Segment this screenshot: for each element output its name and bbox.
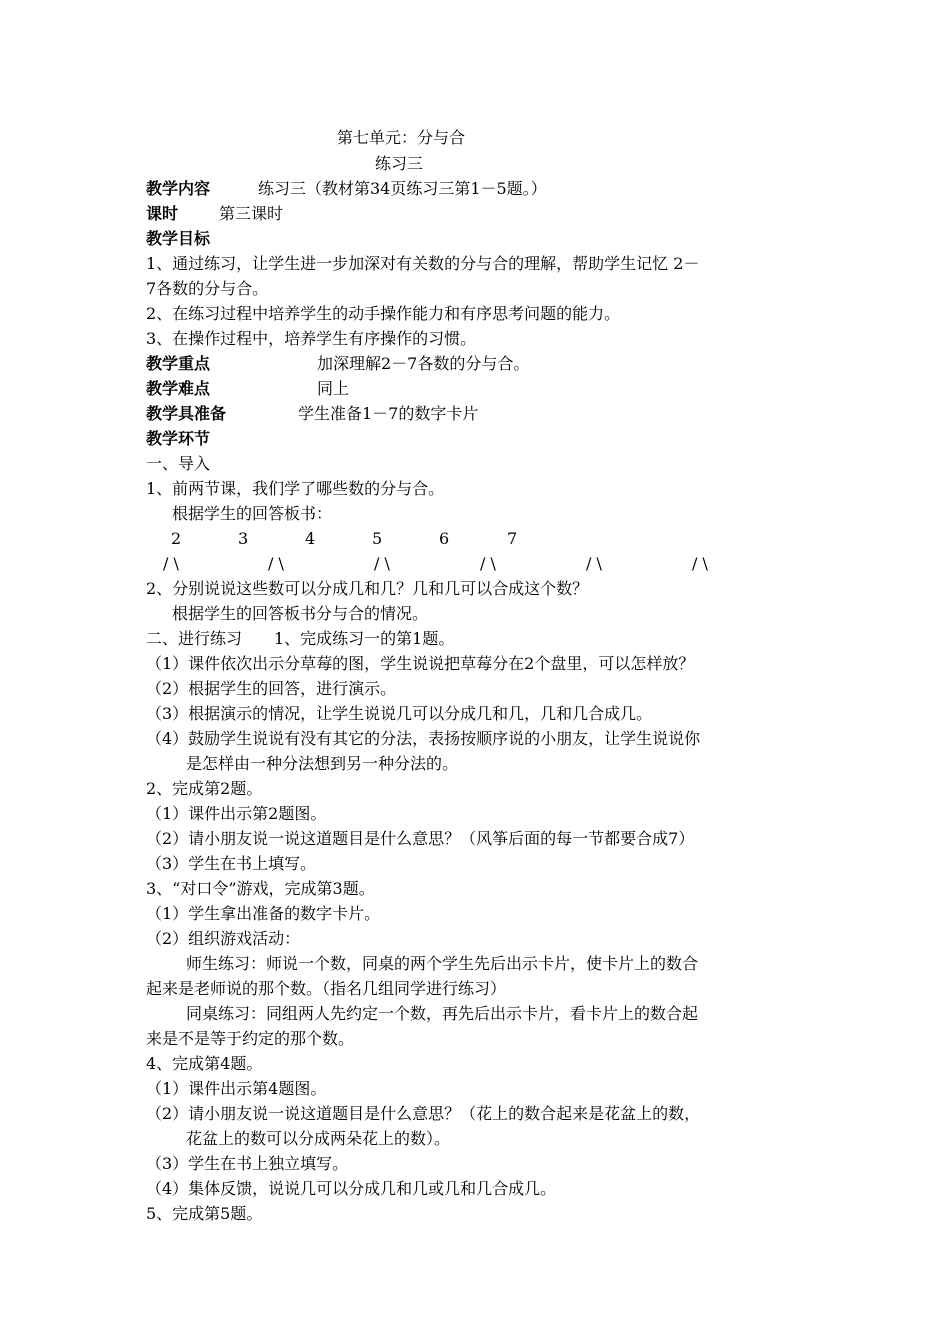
goal-3: 3、在操作过程中，培养学生有序操作的习惯。 xyxy=(146,329,477,348)
tools-value: 学生准备1－7的数字卡片 xyxy=(298,404,479,423)
board-number: 2 xyxy=(171,529,182,548)
board-number: 4 xyxy=(305,529,316,548)
paragraph-line: 起来是老师说的那个数。（指名几组同学进行练习） xyxy=(146,979,507,998)
board-branch: / \ xyxy=(374,554,390,573)
board-branch: / \ xyxy=(692,554,708,573)
period-value: 第三课时 xyxy=(219,204,284,223)
key-label: 教学重点 xyxy=(146,354,211,373)
content-label: 教学内容 xyxy=(146,179,211,198)
board-number: 5 xyxy=(372,529,383,548)
section-1-heading: 一、导入 xyxy=(146,454,211,473)
goal-1-line-a: 1、通过练习，让学生进一步加深对有关数的分与合的理解，帮助学生记忆 2－ xyxy=(146,254,700,273)
paragraph-line: 同桌练习：同组两人先约定一个数，再先后出示卡片，看卡片上的数合起 xyxy=(186,1004,699,1023)
section-1-item-1: 1、前两节课，我们学了哪些数的分与合。 xyxy=(146,479,445,498)
section-1-item-1-note: 根据学生的回答板书： xyxy=(172,504,333,523)
section-2-heading: 二、进行练习 1、完成练习一的第1题。 xyxy=(146,629,455,648)
list-item: （1）课件出示第2题图。 xyxy=(146,804,327,823)
list-item: （4）集体反馈，说说几可以分成几和几或几和几合成几。 xyxy=(146,1179,557,1198)
key-value: 加深理解2－7各数的分与合。 xyxy=(317,354,530,373)
exercise-heading: 4、完成第4题。 xyxy=(146,1054,263,1073)
goals-label: 教学目标 xyxy=(146,229,211,248)
goal-2: 2、在练习过程中培养学生的动手操作能力和有序思考问题的能力。 xyxy=(146,304,621,323)
list-item: （3）学生在书上填写。 xyxy=(146,854,317,873)
board-branch: / \ xyxy=(163,554,179,573)
list-item: （1）学生拿出准备的数字卡片。 xyxy=(146,904,381,923)
list-item-continuation: 是怎样由一种分法想到另一种分法的。 xyxy=(186,754,459,773)
difficult-value: 同上 xyxy=(317,379,350,398)
exercise-heading: 2、完成第2题。 xyxy=(146,779,263,798)
document-subtitle: 练习三 xyxy=(375,154,424,173)
document-title: 第七单元：分与合 xyxy=(337,128,466,147)
board-number: 7 xyxy=(507,529,518,548)
period-label: 课时 xyxy=(146,204,179,223)
steps-label: 教学环节 xyxy=(146,429,211,448)
exercise-heading: 5、完成第5题。 xyxy=(146,1204,263,1223)
board-number: 6 xyxy=(439,529,450,548)
list-item: （2）请小朋友说一说这道题目是什么意思？（风筝后面的每一节都要合成7） xyxy=(146,829,695,848)
paragraph-line: 来是不是等于约定的那个数。 xyxy=(146,1029,355,1048)
list-item: （1）课件依次出示分草莓的图，学生说说把草莓分在2个盘里，可以怎样放？ xyxy=(146,654,695,673)
list-item: （2）组织游戏活动： xyxy=(146,929,301,948)
tools-label: 教学具准备 xyxy=(146,404,227,423)
content-value: 练习三（教材第34页练习三第1－5题。） xyxy=(258,179,547,198)
list-item: （1）课件出示第4题图。 xyxy=(146,1079,327,1098)
board-branch: / \ xyxy=(480,554,496,573)
section-1-item-2: 2、分别说说这些数可以分成几和几？几和几可以合成这个数？ xyxy=(146,579,589,598)
board-number: 3 xyxy=(238,529,249,548)
list-item: （4）鼓励学生说说有没有其它的分法，表扬按顺序说的小朋友，让学生说说你 xyxy=(146,729,701,748)
difficult-label: 教学难点 xyxy=(146,379,211,398)
list-item: （2）请小朋友说一说这道题目是什么意思？（花上的数合起来是花盆上的数， xyxy=(146,1104,701,1123)
list-item-continuation: 花盆上的数可以分成两朵花上的数）。 xyxy=(186,1129,451,1148)
section-1-item-2-note: 根据学生的回答板书分与合的情况。 xyxy=(172,604,429,623)
list-item: （2）根据学生的回答，进行演示。 xyxy=(146,679,397,698)
paragraph-line: 师生练习：师说一个数，同桌的两个学生先后出示卡片，使卡片上的数合 xyxy=(186,954,699,973)
board-branch: / \ xyxy=(268,554,284,573)
list-item: （3）学生在书上独立填写。 xyxy=(146,1154,349,1173)
goal-1-line-b: 7各数的分与合。 xyxy=(146,279,269,298)
list-item: （3）根据演示的情况，让学生说说几可以分成几和几，几和几合成几。 xyxy=(146,704,653,723)
exercise-heading: 3、“对口令”游戏，完成第3题。 xyxy=(146,879,375,898)
board-branch: / \ xyxy=(586,554,602,573)
